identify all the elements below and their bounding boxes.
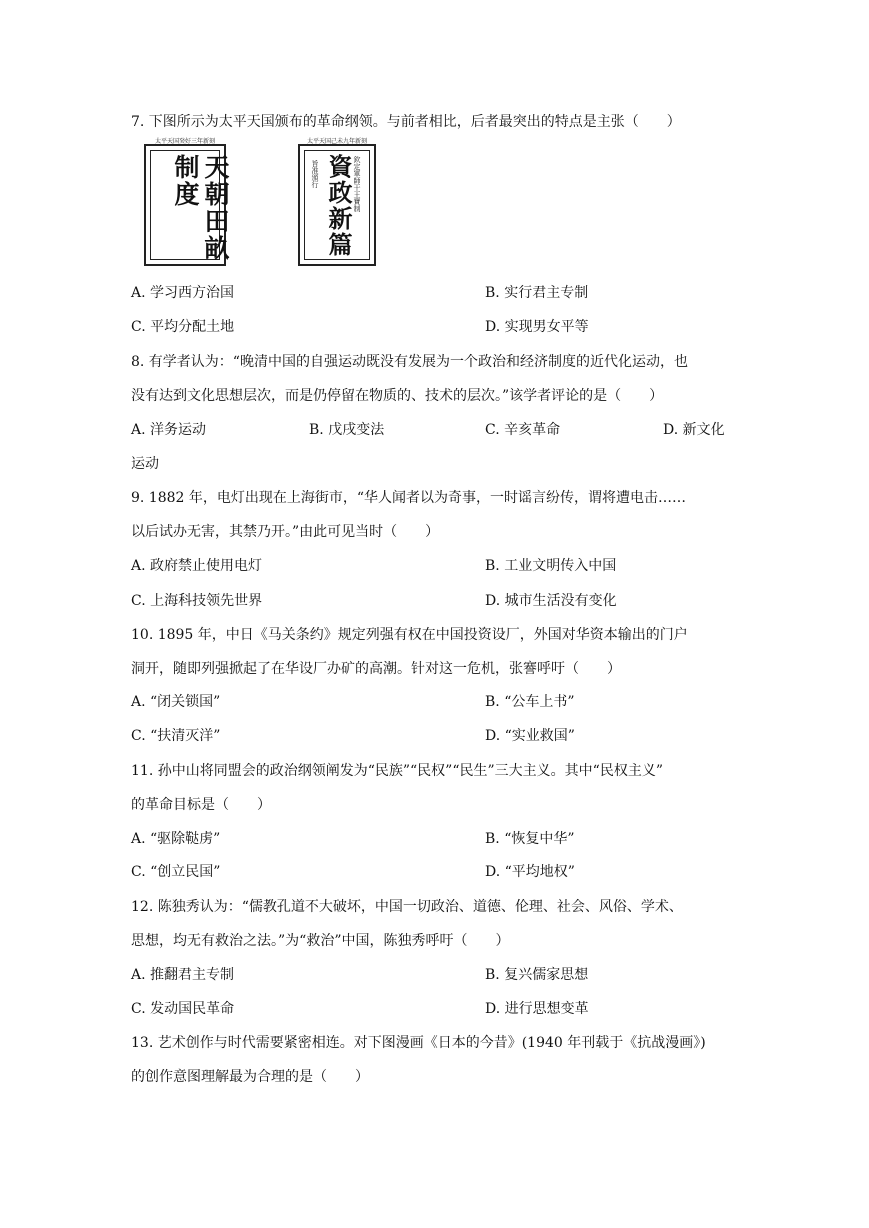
q7-option-d[interactable]: D. 实现男女平等 [485, 319, 589, 335]
book-header-text: 太平天国癸好三年新刻 [154, 138, 215, 145]
q7-option-b[interactable]: B. 实行君主专制 [485, 285, 589, 301]
q10-stem-line-1: 10. 1895 年，中日《马关条约》规定列强有权在中国投资设厂，外国对华资本输出的门户 [131, 627, 688, 643]
q13-stem-line-1: 13. 艺术创作与时代需要紧密相连。对下图漫画《日本的今昔》(1940 年刊载于《抗战漫画》) [131, 1035, 706, 1051]
q8-stem-line-1: 8. 有学者认为：“晚清中国的自强运动既没有发展为一个政治和经济制度的近代化运动，也 [131, 354, 688, 370]
q8-option-b[interactable]: B. 戊戌变法 [309, 422, 385, 438]
q8-stem-line-2: 没有达到文化思想层次，而是仍停留在物质的、技术的层次。”该学者评论的是（ ） [131, 388, 664, 404]
q10-option-a[interactable]: A. “闭关锁国” [131, 694, 221, 710]
q9-stem-line-2: 以后试办无害，其禁乃开。”由此可见当时（ ） [131, 524, 440, 540]
book-header-text: 太平天国己未九年新刻 [306, 138, 367, 145]
q11-option-c[interactable]: C. “创立民国” [131, 864, 221, 880]
q12-option-b[interactable]: B. 复兴儒家思想 [485, 967, 589, 983]
q7-option-c[interactable]: C. 平均分配土地 [131, 319, 235, 335]
q8-option-d[interactable]: D. 新文化 [663, 422, 725, 438]
book-approval-text: 旨准頒行 [311, 160, 319, 188]
q10-option-b[interactable]: B. “公车上书” [485, 694, 575, 710]
q9-option-d[interactable]: D. 城市生活没有变化 [485, 593, 617, 609]
q9-option-c[interactable]: C. 上海科技领先世界 [131, 593, 263, 609]
q11-stem-line-2: 的革命目标是（ ） [131, 797, 271, 813]
q11-option-d[interactable]: D. “平均地权” [485, 864, 575, 880]
q10-option-d[interactable]: D. “实业救国” [485, 728, 575, 744]
q10-stem-line-2: 洞开，随即列强掀起了在华设厂办矿的高潮。针对这一危机，张謇呼吁（ ） [131, 661, 621, 677]
q8-option-c[interactable]: C. 辛亥革命 [485, 422, 561, 438]
q7-option-a[interactable]: A. 学习西方治国 [131, 285, 235, 301]
q7-stem: 7. 下图所示为太平天国颁布的革命纲领。与前者相比，后者最突出的特点是主张（ ） [131, 114, 681, 130]
q12-option-a[interactable]: A. 推翻君主专制 [131, 967, 235, 983]
q12-stem-line-1: 12. 陈独秀认为：“儒教孔道不大破坏，中国一切政治、道德、伦理、社会、风俗、学术、 [131, 899, 683, 915]
q9-option-b[interactable]: B. 工业文明传入中国 [485, 558, 617, 574]
q12-stem-line-2: 思想，均无有救治之法。”为“救治”中国，陈独秀呼吁（ ） [131, 933, 510, 949]
q11-option-b[interactable]: B. “恢复中华” [485, 831, 575, 847]
book-side-text: 欽定軍師干王寶制 [353, 156, 361, 212]
q11-option-a[interactable]: A. “驱除鞑虏” [131, 831, 221, 847]
book-title: 資政新篇 [324, 154, 353, 258]
book-title: 天朝田畝制度 [171, 154, 230, 262]
q9-stem-line-1: 9. 1882 年，电灯出现在上海街市，“华人闻者以为奇事，一时谣言纷传，谓将遭电击…… [131, 490, 687, 506]
q12-option-d[interactable]: D. 进行思想变革 [485, 1001, 589, 1017]
tianchao-tianmu-book-cover [144, 138, 230, 266]
q11-stem-line-1: 11. 孙中山将同盟会的政治纲领阐发为“民族”“民权”“民生”三大主义。其中“民权主义” [131, 763, 663, 779]
q13-stem-line-2: 的创作意图理解最为合理的是（ ） [131, 1069, 369, 1085]
q9-option-a[interactable]: A. 政府禁止使用电灯 [131, 558, 263, 574]
q8-option-a[interactable]: A. 洋务运动 [131, 422, 207, 438]
q10-option-c[interactable]: C. “扶清灭洋” [131, 728, 221, 744]
zizheng-xinpian-book-cover [298, 138, 376, 266]
q12-option-c[interactable]: C. 发动国民革命 [131, 1001, 235, 1017]
q8-option-d-wrap: 运动 [131, 456, 159, 472]
